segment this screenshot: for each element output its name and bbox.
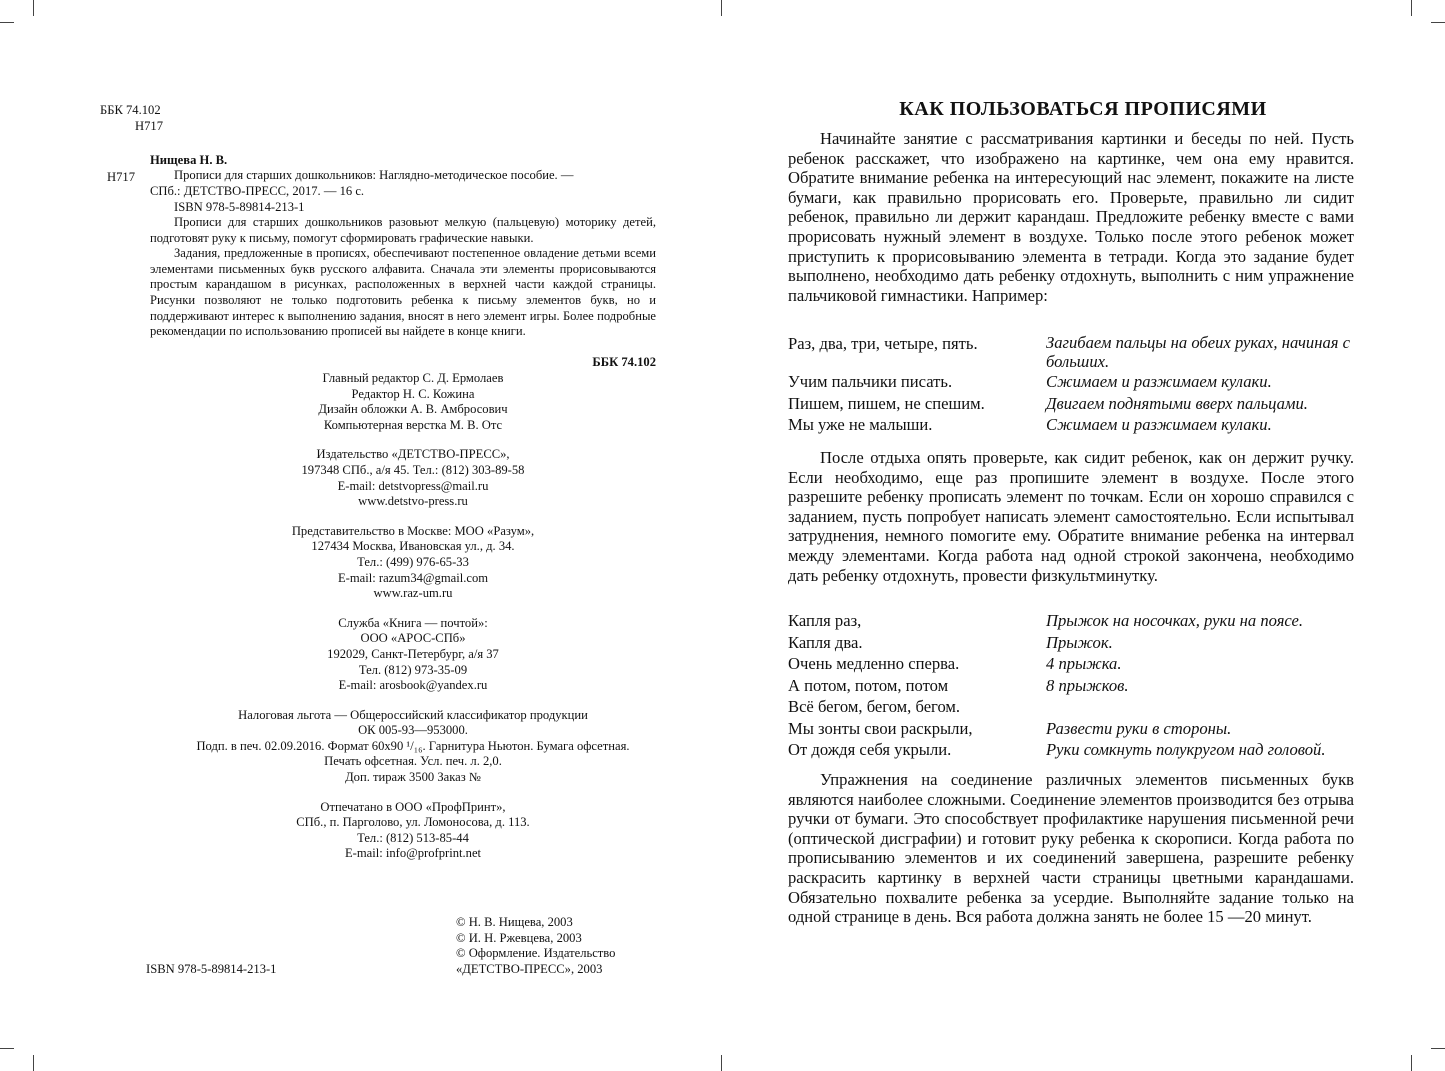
poem-line: А потом, потом, потом xyxy=(788,675,949,695)
instruction-paragraph xyxy=(788,448,1354,585)
poem-line: Всё бегом, бегом, бегом. xyxy=(788,697,961,716)
instruction-paragraph xyxy=(788,770,1354,927)
poem-action: Сжимаем и разжимаем кулаки. xyxy=(1046,372,1272,391)
poem-line: Мы уже не малыши. xyxy=(788,415,933,434)
author-mark-side: Н717 xyxy=(107,170,135,184)
poem-row xyxy=(788,696,1388,718)
copyright-line: «ДЕТСТВО-ПРЕСС», 2003 xyxy=(456,961,603,976)
poem-line: Пишем, пишем, не спешим. xyxy=(788,393,985,413)
poem-line: Мы зонты свои раскрыли, xyxy=(788,718,973,738)
imprint-line: СПб.: ДЕТСТВО-ПРЕСС, 2017. — 16 с. xyxy=(150,184,365,198)
poem-row xyxy=(788,371,1388,393)
paragraph-text: Начинайте занятие с рассматривания картинки и беседы по ней. Пусть ребенок расскажет, что изображено на картинке, чем она ему нравится. Обратите внимание ребенка на интересующий нас элемент, покажите на листе бумаги, как правильно прорисовать его. Проверьте, правильно ли сидит ребенок, правильно ли держит карандаш. Предложите ребенку вместе с вами прорисовать нужный элемент в воздухе. Только после этого ребенок может приступить к прорисовыванию элемента в тетради. Когда это задание будет выполнено, необходимо дать ребенку отдохнуть, выполнить с ним упражнение пальчиковой гимнастики. Например: xyxy=(788,129,1354,305)
poem-row xyxy=(788,739,1388,761)
moscow-line: Представительство в Москве: МОО «Разум», xyxy=(291,523,535,538)
poem-action xyxy=(1046,696,1388,718)
moscow-line: 127434 Москва, Ивановская ул., д. 34. xyxy=(311,539,515,554)
mail-service-line: Тел. (812) 973-35-09 xyxy=(358,662,468,677)
poem-action: Прыжок. xyxy=(1046,632,1113,652)
moscow-line: www.raz-um.ru xyxy=(373,586,453,601)
moscow-line: E-mail: razum34@gmail.com xyxy=(337,570,489,585)
mail-service-line: 192029, Санкт-Петербург, а/я 37 xyxy=(327,646,499,661)
tax-line: Доп. тираж 3500 Заказ № xyxy=(345,770,481,785)
finger-gymnastics-poem xyxy=(788,333,1388,436)
copyright-line: © И. Н. Ржевцева, 2003 xyxy=(456,930,582,945)
page-title: КАК ПОЛЬЗОВАТЬСЯ ПРОПИСЯМИ xyxy=(899,98,1267,120)
poem-row xyxy=(788,653,1388,675)
copyright-line: © Н. В. Нищева, 2003 xyxy=(456,915,573,929)
mail-service-line: ООО «АРОС-СПб» xyxy=(360,631,466,646)
paragraph-text: После отдыха опять проверьте, как сидит ребенок, как он держит ручку. Если необходимо, еще раз пропишите элемент в воздухе. После этого разрешите ребенку прописать элемент по точкам. Если он хорошо справился с заданием, пусть попробует написать элемент самостоятельно. Если испытывал затруднения, немного помогите ему. Обратите внимание ребенка на интервал между элементами. Когда работа над одной строкой закончена, необходимо дать ребенку отдохнуть, провести физкультминутку. xyxy=(788,448,1354,585)
instruction-paragraph xyxy=(788,129,1354,305)
credit-line: Дизайн обложки А. В. Амбросович xyxy=(318,402,508,417)
poem-row xyxy=(788,718,1388,740)
poem-line: Капля два. xyxy=(788,632,863,652)
poem-action: 4 прыжка. xyxy=(1046,654,1122,673)
poem-line: Учим пальчики писать. xyxy=(788,372,953,391)
mail-service-line: Служба «Книга — почтой»: xyxy=(338,615,488,630)
tax-line: ОК 005-93—953000. xyxy=(358,723,468,738)
poem-action: Прыжок на носочках, руки на поясе. xyxy=(1046,611,1304,630)
poem-row xyxy=(788,414,1388,436)
copyright-line: © Оформление. Издательство xyxy=(456,946,616,961)
annotation xyxy=(150,215,656,340)
publisher-line: 197348 СПб., а/я 45. Тел.: (812) 303-89-58 xyxy=(301,462,525,477)
author-mark: Н717 xyxy=(135,119,163,133)
copyright-block xyxy=(456,915,615,977)
book-title-line: Прописи для старших дошкольников: Наглядно-методическое пособие. — xyxy=(174,168,574,182)
tax-line: Налоговая льгота — Общероссийский классификатор продукции xyxy=(238,707,588,722)
printer-line: СПб., п. Парголово, ул. Ломоносова, д. 113. xyxy=(296,815,530,830)
isbn-line: ISBN 978-5-89814-213-1 xyxy=(174,200,305,214)
poem-line: Раз, два, три, четыре, пять. xyxy=(788,334,978,353)
poem-row xyxy=(788,393,1388,415)
poem-action: 8 прыжков. xyxy=(1046,675,1129,695)
poem-action: Загибаем пальцы на обеих руках, начиная с больших. xyxy=(1046,333,1350,371)
bbk-code-right: ББК 74.102 xyxy=(592,355,656,369)
poem-row xyxy=(788,333,1388,371)
imprint-page xyxy=(0,0,722,1071)
isbn-bottom: ISBN 978-5-89814-213-1 xyxy=(146,962,277,976)
poem-action: Сжимаем и разжимаем кулаки. xyxy=(1046,415,1272,434)
printer-line: Отпечатано в ООО «ПрофПринт», xyxy=(320,799,506,814)
credit-line: Главный редактор С. Д. Ермолаев xyxy=(322,371,504,385)
mail-service-line: E-mail: arosbook@yandex.ru xyxy=(338,678,488,693)
bbk-code: ББК 74.102 xyxy=(100,103,161,117)
credit-line: Редактор Н. С. Кожина xyxy=(351,386,475,401)
publisher-line: E-mail: detstvopress@mail.ru xyxy=(337,478,489,493)
annotation-paragraph: Прописи для старших дошкольников разовьют мелкую (пальцевую) моторику детей, подготовят руку к письму, помогут сформировать графические навыки. xyxy=(150,215,656,245)
printer-line: Тел.: (812) 513-85-44 xyxy=(357,830,469,845)
physical-exercise-poem xyxy=(788,610,1388,761)
poem-row xyxy=(788,610,1388,632)
poem-action: Руки сомкнуть полукругом над головой. xyxy=(1046,740,1326,759)
instructions-page xyxy=(722,0,1445,1071)
poem-line: От дождя себя укрыли. xyxy=(788,740,952,759)
tax-line: Печать офсетная. Усл. печ. л. 2,0. xyxy=(324,754,502,769)
poem-action: Развести руки в стороны. xyxy=(1046,718,1232,738)
poem-line: Капля раз, xyxy=(788,611,862,630)
printer-line: E-mail: info@profprint.net xyxy=(344,846,482,861)
author-name: Нищева Н. В. xyxy=(150,153,228,167)
publisher-line: Издательство «ДЕТСТВО-ПРЕСС», xyxy=(316,447,510,462)
poem-row xyxy=(788,675,1388,697)
tax-line: Подп. в печ. 02.09.2016. Формат 60x90 ¹/₁₆. Гарнитура Ньютон. Бумага офсетная. xyxy=(196,738,630,753)
annotation-paragraph: Задания, предложенные в прописях, обеспечивают постепенное овладение детьми всеми элементами письменных букв русского алфавита. Сначала эти элементы прорисовываются простым карандашом в рисунках, расположенных в верхней части каждой страницы. Рисунки позволяют не только подготовить ребенка к письму элементов букв, но и поддерживают интерес к выполнению задания, вносят в него элемент игры. Более подробные рекомендации по использованию прописей вы найдете в конце книги. xyxy=(150,246,656,339)
credits-block xyxy=(150,371,676,862)
poem-action: Двигаем поднятыми вверх пальцами. xyxy=(1046,393,1308,413)
publisher-line: www.detstvo-press.ru xyxy=(358,494,468,509)
poem-row xyxy=(788,632,1388,654)
poem-line: Очень медленно сперва. xyxy=(788,654,960,673)
paragraph-text: Упражнения на соединение различных элементов письменных букв являются наиболее сложными. Соединение элементов производится без отрыва ручки от бумаги. Это способствует профилактике нарушения письменной речи (оптической дисграфии) и готовит руку ребенка к скорописи. Когда работа по прописыванию элементов и их соединений завершена, разрешите ребенку раскрасить картинку в верхней части страницы цветными карандашами. Обязательно похвалите ребенка за усердие. Выполняйте задание только на одной странице в день. Вся работа должна занять не более 15 —20 минут. xyxy=(788,770,1354,927)
moscow-line: Тел.: (499) 976-65-33 xyxy=(357,554,469,569)
credit-line: Компьютерная верстка М. В. Отс xyxy=(323,417,503,432)
